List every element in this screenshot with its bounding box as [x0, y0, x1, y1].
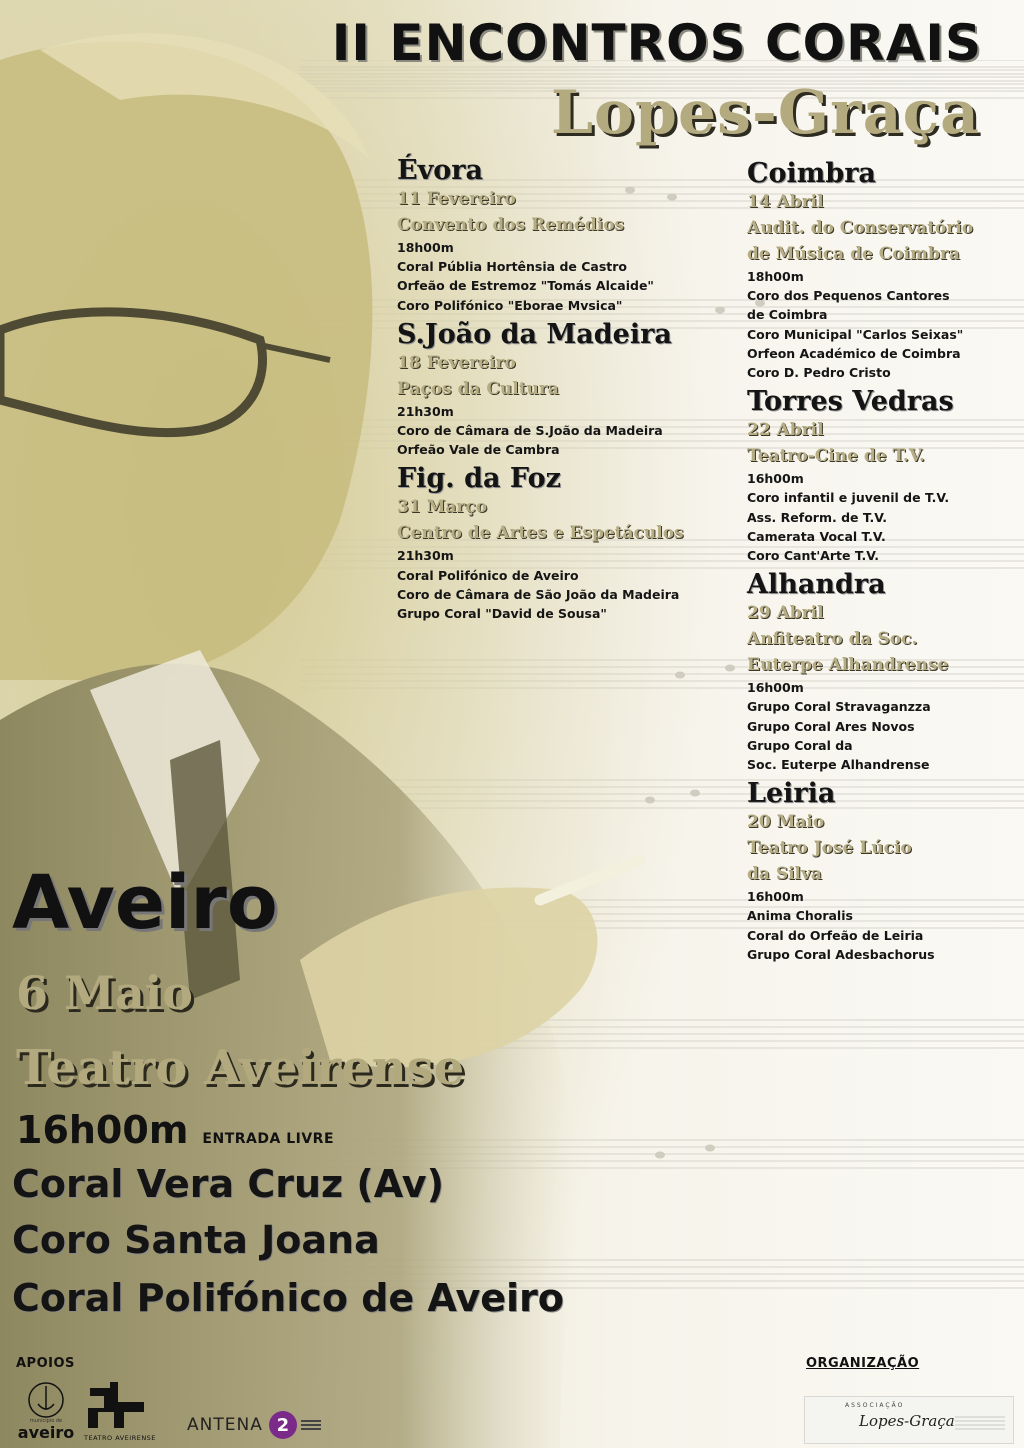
event-date: 22 Abril [747, 420, 824, 441]
event-date: 18 Fevereiro [397, 352, 516, 373]
event-date: 14 Abril [747, 192, 824, 212]
logo-assoc-text: ASSOCIAÇÃO [845, 1402, 905, 1409]
logo-word: ANTENA [187, 1415, 263, 1435]
event-choir: Camerata Vocal T.V. [747, 528, 886, 544]
broadcast-waves-icon [301, 1418, 321, 1432]
event-choir: Grupo Coral Stravaganzza [747, 699, 931, 715]
event-choir: Soc. Euterpe Alhandrense [747, 757, 930, 773]
event-choir: Coro de Câmara de S.João da Madeira [397, 423, 663, 439]
organization-label: ORGANIZAÇÃO [806, 1356, 920, 1371]
event-venue: de Música de Coimbra [747, 244, 960, 264]
event-choir: Grupo Coral Adesbachorus [747, 946, 935, 962]
event-choir: Orfeon Académico de Coimbra [747, 345, 961, 361]
supporters-label: APOIOS [16, 1356, 75, 1371]
staff-lines-icon [805, 1397, 1013, 1443]
event-torres-vedras [747, 386, 1017, 565]
highlight-time-row [16, 1108, 334, 1152]
event-venue: da Silva [747, 864, 822, 885]
event-time: 16h00m [747, 889, 804, 905]
event-figueira-foz [397, 463, 737, 623]
highlight-choir: Coral Polifónico de Aveiro [12, 1276, 564, 1320]
event-choir: Orfeão Vale de Cambra [397, 442, 560, 458]
event-choir: Coro Cant'Arte T.V. [747, 548, 880, 564]
event-venue: Teatro-Cine de T.V. [747, 446, 925, 467]
event-choir: Grupo Coral Ares Novos [747, 718, 915, 734]
event-evora [397, 155, 737, 315]
events-column-left [397, 155, 737, 623]
event-choir: Coro Municipal "Carlos Seixas" [747, 326, 964, 342]
event-choir: Coral Polifónico de Aveiro [397, 567, 579, 583]
event-venue: Anfiteatro da Soc. [747, 629, 918, 650]
event-time: 16h00m [747, 680, 804, 696]
event-choir: Ass. Reform. de T.V. [747, 509, 888, 525]
event-choir: Grupo Coral "David de Sousa" [397, 606, 607, 622]
free-entry-label: ENTRADA LIVRE [202, 1131, 335, 1147]
event-date: 20 Maio [747, 812, 825, 833]
events-column-right [747, 158, 1017, 964]
event-city: Torres Vedras [747, 386, 954, 418]
event-time: 16h00m [747, 471, 804, 487]
event-venue: Teatro José Lúcio [747, 838, 912, 859]
event-choir: Grupo Coral da [747, 737, 853, 753]
event-choir: de Coimbra [747, 307, 828, 323]
event-city: Fig. da Foz [397, 463, 561, 495]
highlight-date: 6 Maio [16, 966, 193, 1020]
highlight-choir: Coral Vera Cruz (Av) [12, 1162, 444, 1206]
logo-small-caption: município de [29, 1418, 63, 1424]
logo-signature-text: Lopes-Graça [859, 1412, 955, 1430]
event-time: 18h00m [397, 240, 454, 255]
poster-title: II ENCONTROS CORAIS [331, 14, 982, 72]
event-city: S.João da Madeira [397, 318, 672, 350]
event-choir: Coro D. Pedro Cristo [747, 365, 891, 381]
event-alhandra [747, 569, 1017, 774]
event-choir: Coral do Orfeão de Leiria [747, 927, 924, 943]
highlight-venue: Teatro Aveirense [16, 1040, 465, 1096]
event-choir: Coro Polifónico "Eborae Mvsica" [397, 297, 623, 313]
event-choir: Orfeão de Estremoz "Tomás Alcaide" [397, 278, 654, 294]
municipality-emblem-icon [16, 1380, 76, 1420]
event-date: 11 Fevereiro [397, 189, 516, 209]
logo-caption: TEATRO AVEIRENSE [84, 1434, 156, 1442]
teatro-aveirense-logo [84, 1378, 156, 1444]
event-choir: Coro infantil e juvenil de T.V. [747, 490, 950, 506]
event-sao-joao-madeira [397, 319, 737, 460]
event-choir: Anima Choralis [747, 908, 853, 924]
event-choir: Coral Públia Hortênsia de Castro [397, 259, 627, 275]
event-time: 21h30m [397, 548, 454, 564]
event-date: 31 Março [397, 497, 488, 518]
antena-2-logo [187, 1410, 321, 1440]
highlight-city: Aveiro [12, 860, 278, 946]
teatro-mark-icon [84, 1378, 148, 1430]
event-choir: Coro de Câmara de São João da Madeira [397, 586, 680, 602]
event-time: 18h00m [747, 269, 804, 284]
event-coimbra [747, 158, 1017, 382]
event-city: Évora [397, 155, 483, 186]
event-city: Leiria [747, 778, 836, 810]
event-venue: Euterpe Alhandrense [747, 655, 949, 676]
antena-number-icon: 2 [269, 1411, 297, 1439]
event-venue: Paços da Cultura [397, 378, 559, 399]
event-venue: Centro de Artes e Espetáculos [397, 523, 684, 544]
event-leiria [747, 778, 1017, 964]
event-venue: Convento dos Remédios [397, 215, 625, 235]
event-venue: Audit. do Conservatório [747, 218, 974, 238]
municipality-aveiro-logo [16, 1380, 76, 1444]
event-city: Alhandra [747, 569, 886, 601]
event-choir: Coro dos Pequenos Cantores [747, 288, 950, 304]
event-date: 29 Abril [747, 603, 824, 624]
poster-subtitle: Lopes-Graça [550, 78, 980, 148]
logo-caption: aveiro [17, 1423, 75, 1442]
highlight-time: 16h00m [16, 1108, 189, 1152]
highlight-choir: Coro Santa Joana [12, 1218, 380, 1262]
event-time: 21h30m [397, 403, 454, 419]
event-city: Coimbra [747, 158, 876, 189]
associacao-lopes-graca-logo [804, 1396, 1014, 1444]
